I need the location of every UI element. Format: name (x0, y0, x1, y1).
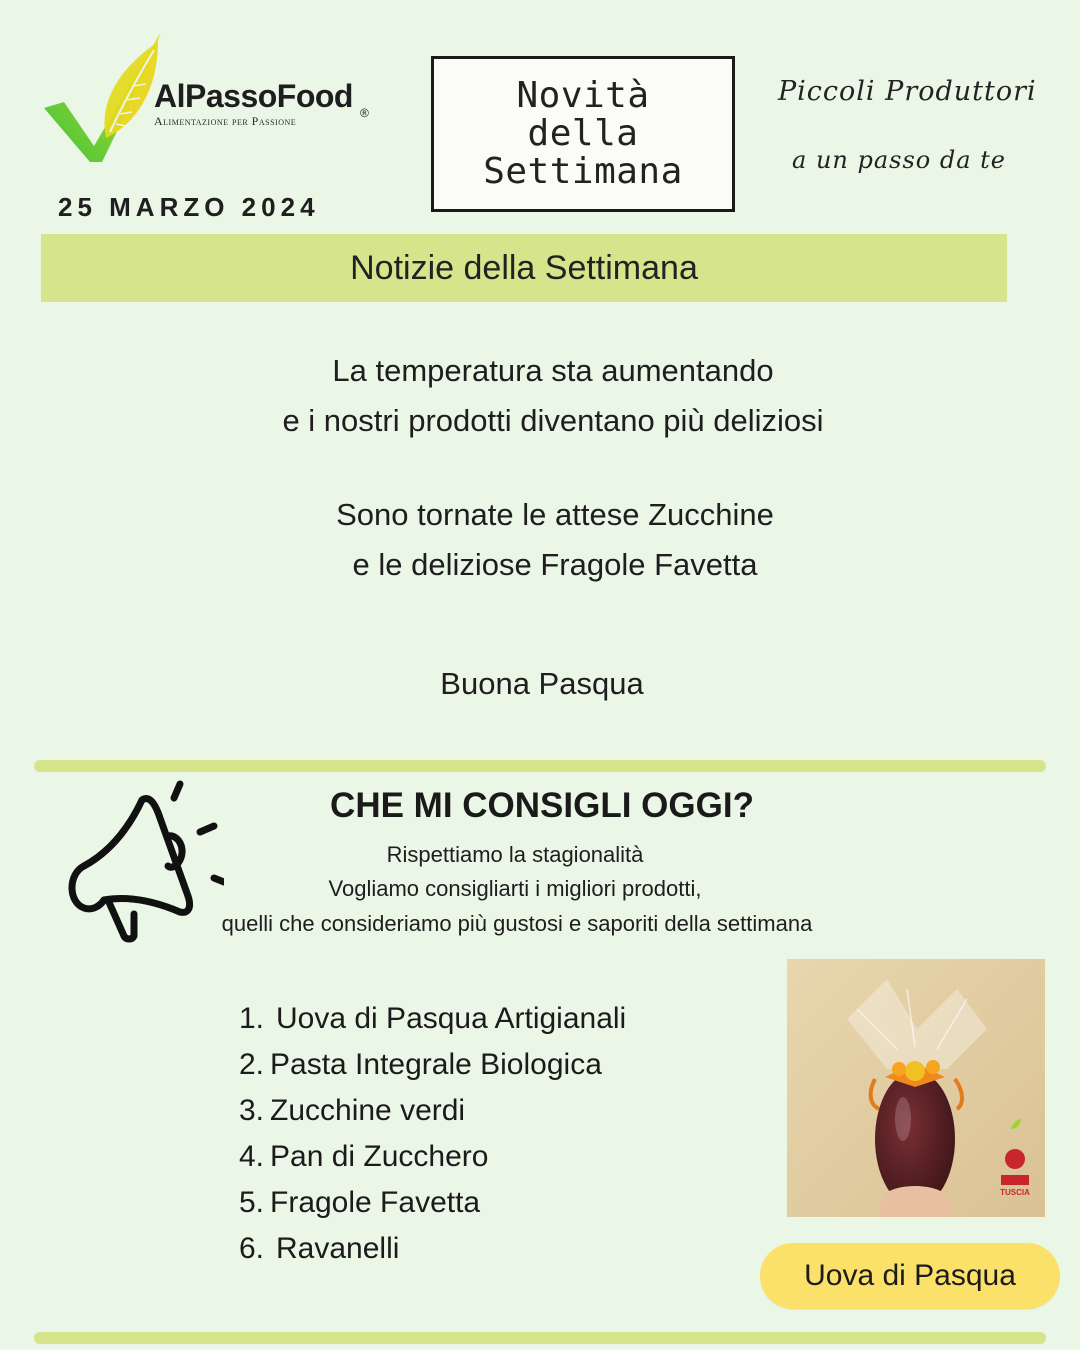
news-greeting: Buona Pasqua (440, 666, 644, 701)
recommendations-subtitle: Vogliamo consigliarti i migliori prodotti, (328, 876, 702, 901)
leaf-check-icon (36, 28, 166, 168)
recommendations-title: CHE MI CONSIGLI OGGI? (330, 786, 754, 825)
easter-egg-photo (787, 959, 1045, 1217)
recommendations-subtitle: Rispettiamo la stagionalità (386, 842, 644, 867)
news-title: Notizie della Settimana (350, 248, 698, 287)
registered-mark: ® (360, 106, 369, 120)
list-item (230, 1226, 626, 1272)
weekly-news-box-text: Novità della Settimana (483, 75, 683, 192)
issue-date: 25 MARZO 2024 (58, 192, 320, 222)
list-number: 6. (238, 1232, 264, 1265)
news-line: Sono tornate le attese Zucchine (336, 497, 774, 532)
brand-tagline: Alimentazione per Passione (154, 114, 297, 128)
list-item (230, 1042, 626, 1088)
news-line: La temperatura sta aumentando (332, 353, 774, 388)
product-name: Pan di Zucchero (270, 1140, 489, 1173)
list-number: 2. (238, 1048, 264, 1081)
list-item (230, 1088, 626, 1134)
script-tagline-line2: a un passo da te (792, 146, 1007, 174)
product-name: Ravanelli (276, 1232, 400, 1265)
product-list (230, 996, 626, 1272)
brand-logo (36, 28, 396, 168)
list-item (230, 1134, 626, 1180)
list-item (230, 1180, 626, 1226)
list-item (230, 996, 626, 1042)
list-number: 1. (238, 1002, 264, 1035)
news-line: e i nostri prodotti diventano più deliziosi (282, 403, 824, 438)
section-divider (34, 1332, 1046, 1344)
list-number: 4. (238, 1140, 264, 1173)
product-name: Zucchine verdi (270, 1094, 466, 1127)
tuscia-badge-text: TUSCIA (1000, 1188, 1030, 1197)
easter-eggs-button[interactable]: Uova di Pasqua (760, 1243, 1060, 1309)
weekly-news-box (431, 56, 735, 212)
recommendations-subtitle: quelli che consideriamo più gustosi e saporiti della settimana (221, 911, 813, 936)
script-tagline-line1: Piccoli Produttori (778, 76, 1037, 107)
product-name: Pasta Integrale Biologica (270, 1048, 602, 1081)
section-divider (34, 760, 1046, 772)
list-number: 3. (238, 1094, 264, 1127)
news-line: e le deliziose Fragole Favetta (352, 547, 758, 582)
brand-name: AlPassoFood (154, 78, 353, 114)
product-name: Fragole Favetta (270, 1186, 481, 1219)
list-number: 5. (238, 1186, 264, 1219)
news-header-bar (41, 234, 1007, 302)
product-name: Uova di Pasqua Artigianali (276, 1002, 627, 1035)
